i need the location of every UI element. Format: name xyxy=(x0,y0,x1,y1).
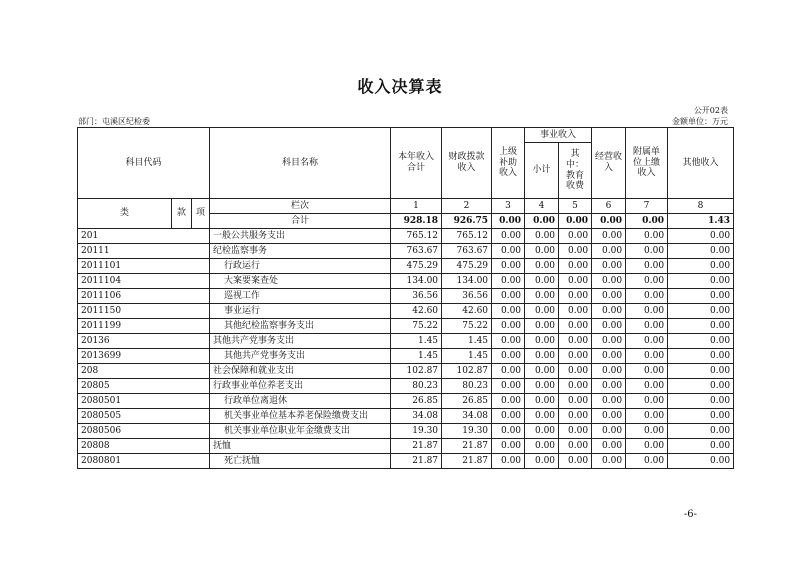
table-row xyxy=(78,394,734,409)
amount-cell: 34.08 xyxy=(442,409,492,424)
amount-cell: 26.85 xyxy=(391,394,442,409)
amount-cell: 42.60 xyxy=(391,304,442,319)
amount-cell: 0.00 xyxy=(525,379,559,394)
subject-code-cell: 20808 xyxy=(78,439,210,454)
amount-cell: 0.00 xyxy=(592,409,626,424)
amount-cell: 0.00 xyxy=(492,349,525,364)
header-lanci: 栏次 xyxy=(210,199,391,214)
subject-code-cell: 2011106 xyxy=(78,289,210,304)
subject-code-cell: 201 xyxy=(78,229,210,244)
amount-cell: 0.00 xyxy=(592,439,626,454)
amount-cell: 0.00 xyxy=(559,364,592,379)
amount-cell: 0.00 xyxy=(525,349,559,364)
subject-name-cell: 死亡抚恤 xyxy=(210,454,391,469)
amount-cell: 0.00 xyxy=(626,289,668,304)
amount-cell: 0.00 xyxy=(492,334,525,349)
subject-name-cell: 其他共产党事务支出 xyxy=(210,334,391,349)
header-business-income: 事业收入 xyxy=(525,128,592,143)
total-value: 0.00 xyxy=(592,214,626,229)
amount-cell: 0.00 xyxy=(559,454,592,469)
amount-cell: 0.00 xyxy=(668,244,734,259)
amount-cell: 102.87 xyxy=(442,364,492,379)
amount-cell: 0.00 xyxy=(492,229,525,244)
amount-cell: 0.00 xyxy=(626,319,668,334)
amount-cell: 0.00 xyxy=(626,334,668,349)
amount-cell: 0.00 xyxy=(492,304,525,319)
table-row xyxy=(78,274,734,289)
amount-cell: 0.00 xyxy=(668,349,734,364)
col-num-3: 3 xyxy=(492,199,525,214)
amount-cell: 0.00 xyxy=(668,304,734,319)
amount-cell: 0.00 xyxy=(592,379,626,394)
amount-cell: 0.00 xyxy=(559,274,592,289)
subject-code-cell: 208 xyxy=(78,364,210,379)
subject-code-cell: 20111 xyxy=(78,244,210,259)
page-title: 收入决算表 xyxy=(357,77,443,96)
amount-cell: 0.00 xyxy=(592,304,626,319)
table-row xyxy=(78,424,734,439)
subject-code-cell: 2011150 xyxy=(78,304,210,319)
amount-cell: 0.00 xyxy=(668,259,734,274)
header-education-fees: 其中：教育收费 xyxy=(559,143,592,199)
amount-cell: 1.45 xyxy=(442,334,492,349)
amount-cell: 0.00 xyxy=(626,274,668,289)
amount-cell: 1.45 xyxy=(391,334,442,349)
amount-cell: 0.00 xyxy=(559,439,592,454)
amount-cell: 0.00 xyxy=(525,364,559,379)
amount-cell: 0.00 xyxy=(525,409,559,424)
table-row xyxy=(78,259,734,274)
amount-cell: 0.00 xyxy=(525,244,559,259)
header-subtotal: 小计 xyxy=(525,143,559,199)
amount-cell: 134.00 xyxy=(391,274,442,289)
subject-name-cell: 抚恤 xyxy=(210,439,391,454)
amount-cell: 19.30 xyxy=(391,424,442,439)
total-value: 0.00 xyxy=(626,214,668,229)
amount-cell: 0.00 xyxy=(525,259,559,274)
table-row xyxy=(78,289,734,304)
amount-cell: 0.00 xyxy=(626,304,668,319)
subject-code-cell: 2011101 xyxy=(78,259,210,274)
amount-cell: 0.00 xyxy=(626,244,668,259)
amount-cell: 102.87 xyxy=(391,364,442,379)
amount-cell: 134.00 xyxy=(442,274,492,289)
total-value: 0.00 xyxy=(525,214,559,229)
amount-cell: 0.00 xyxy=(559,379,592,394)
subject-name-cell: 机关事业单位基本养老保险缴费支出 xyxy=(210,409,391,424)
amount-cell: 80.23 xyxy=(442,379,492,394)
amount-cell: 0.00 xyxy=(559,334,592,349)
subject-code-cell: 20805 xyxy=(78,379,210,394)
header-xiang: 项 xyxy=(192,199,210,229)
amount-cell: 36.56 xyxy=(442,289,492,304)
amount-cell: 0.00 xyxy=(668,289,734,304)
amount-cell: 0.00 xyxy=(626,349,668,364)
amount-cell: 0.00 xyxy=(525,319,559,334)
subject-name-cell: 一般公共服务支出 xyxy=(210,229,391,244)
col-num-2: 2 xyxy=(442,199,492,214)
amount-cell: 0.00 xyxy=(626,439,668,454)
subject-name-cell: 巡视工作 xyxy=(210,289,391,304)
income-final-accounts-table xyxy=(77,127,734,469)
amount-cell: 21.87 xyxy=(391,454,442,469)
subject-name-cell: 社会保障和就业支出 xyxy=(210,364,391,379)
amount-cell: 0.00 xyxy=(626,409,668,424)
amount-cell: 0.00 xyxy=(559,229,592,244)
amount-cell: 0.00 xyxy=(668,394,734,409)
subject-name-cell: 行政运行 xyxy=(210,259,391,274)
amount-cell: 0.00 xyxy=(492,424,525,439)
amount-cell: 0.00 xyxy=(525,424,559,439)
subject-code-cell: 2080505 xyxy=(78,409,210,424)
amount-cell: 36.56 xyxy=(391,289,442,304)
subject-code-cell: 2011199 xyxy=(78,319,210,334)
subject-name-cell: 大案要案查处 xyxy=(210,274,391,289)
subject-code-cell: 2011104 xyxy=(78,274,210,289)
table-row xyxy=(78,349,734,364)
subject-code-cell: 2080506 xyxy=(78,424,210,439)
amount-cell: 0.00 xyxy=(525,334,559,349)
amount-cell: 26.85 xyxy=(442,394,492,409)
header-affiliated-unit-income: 附属单位上缴收入 xyxy=(626,128,668,199)
header-subject-name: 科目名称 xyxy=(210,128,391,199)
amount-cell: 0.00 xyxy=(592,424,626,439)
amount-cell: 0.00 xyxy=(592,364,626,379)
amount-cell: 0.00 xyxy=(525,439,559,454)
department-label: 部门：屯溪区纪检委 xyxy=(78,117,150,126)
table-row xyxy=(78,454,734,469)
amount-cell: 0.00 xyxy=(668,229,734,244)
amount-cell: 80.23 xyxy=(391,379,442,394)
amount-cell: 0.00 xyxy=(492,439,525,454)
amount-cell: 34.08 xyxy=(391,409,442,424)
table-row xyxy=(78,244,734,259)
amount-cell: 475.29 xyxy=(391,259,442,274)
amount-cell: 21.87 xyxy=(391,439,442,454)
amount-cell: 0.00 xyxy=(668,319,734,334)
subject-code-cell: 2013699 xyxy=(78,349,210,364)
amount-cell: 0.00 xyxy=(559,409,592,424)
table-row xyxy=(78,334,734,349)
subject-name-cell: 纪检监察事务 xyxy=(210,244,391,259)
amount-cell: 0.00 xyxy=(492,289,525,304)
amount-cell: 0.00 xyxy=(626,364,668,379)
amount-cell: 0.00 xyxy=(492,379,525,394)
header-other-income: 其他收入 xyxy=(668,128,734,199)
table-row xyxy=(78,409,734,424)
amount-cell: 0.00 xyxy=(592,259,626,274)
amount-cell: 0.00 xyxy=(668,364,734,379)
table-row xyxy=(78,319,734,334)
subject-name-cell: 行政单位离退休 xyxy=(210,394,391,409)
header-lei: 类 xyxy=(78,199,172,229)
table-row xyxy=(78,304,734,319)
amount-cell: 19.30 xyxy=(442,424,492,439)
subject-name-cell: 行政事业单位养老支出 xyxy=(210,379,391,394)
total-value: 0.00 xyxy=(492,214,525,229)
header-kuan: 款 xyxy=(172,199,192,229)
amount-cell: 0.00 xyxy=(626,394,668,409)
amount-cell: 0.00 xyxy=(559,244,592,259)
amount-cell: 0.00 xyxy=(525,304,559,319)
amount-cell: 21.87 xyxy=(442,454,492,469)
subject-name-cell: 机关事业单位职业年金缴费支出 xyxy=(210,424,391,439)
subject-code-cell: 2080801 xyxy=(78,454,210,469)
col-num-4: 4 xyxy=(525,199,559,214)
amount-cell: 0.00 xyxy=(626,379,668,394)
amount-cell: 0.00 xyxy=(492,259,525,274)
header-superior-subsidy: 上级补助收入 xyxy=(492,128,525,199)
amount-cell: 0.00 xyxy=(592,229,626,244)
amount-cell: 0.00 xyxy=(525,289,559,304)
amount-cell: 765.12 xyxy=(391,229,442,244)
amount-cell: 0.00 xyxy=(592,289,626,304)
amount-cell: 0.00 xyxy=(592,349,626,364)
amount-cell: 0.00 xyxy=(668,454,734,469)
amount-cell: 0.00 xyxy=(559,349,592,364)
header-operating-income: 经营收入 xyxy=(592,128,626,199)
amount-cell: 0.00 xyxy=(559,394,592,409)
page-number: -6- xyxy=(683,509,697,520)
amount-cell: 75.22 xyxy=(391,319,442,334)
amount-cell: 1.45 xyxy=(391,349,442,364)
amount-cell: 0.00 xyxy=(492,244,525,259)
amount-cell: 0.00 xyxy=(492,274,525,289)
subject-name-cell: 其他纪检监察事务支出 xyxy=(210,319,391,334)
total-label: 合计 xyxy=(210,214,391,229)
amount-cell: 0.00 xyxy=(559,259,592,274)
col-num-8: 8 xyxy=(668,199,734,214)
amount-cell: 0.00 xyxy=(559,424,592,439)
subject-code-cell: 20136 xyxy=(78,334,210,349)
table-row xyxy=(78,229,734,244)
header-total-income: 本年收入合计 xyxy=(391,128,442,199)
subject-name-cell: 事业运行 xyxy=(210,304,391,319)
amount-cell: 0.00 xyxy=(668,409,734,424)
total-value: 928.18 xyxy=(391,214,442,229)
col-num-1: 1 xyxy=(391,199,442,214)
amount-cell: 0.00 xyxy=(592,454,626,469)
amount-cell: 0.00 xyxy=(668,334,734,349)
amount-cell: 21.87 xyxy=(442,439,492,454)
amount-unit-label: 金额单位：万元 xyxy=(672,117,728,126)
amount-cell: 0.00 xyxy=(559,304,592,319)
amount-cell: 0.00 xyxy=(626,259,668,274)
amount-cell: 763.67 xyxy=(391,244,442,259)
amount-cell: 42.60 xyxy=(442,304,492,319)
subject-name-cell: 其他共产党事务支出 xyxy=(210,349,391,364)
col-num-6: 6 xyxy=(592,199,626,214)
table-row xyxy=(78,439,734,454)
amount-cell: 1.45 xyxy=(442,349,492,364)
amount-cell: 0.00 xyxy=(668,424,734,439)
amount-cell: 763.67 xyxy=(442,244,492,259)
amount-cell: 0.00 xyxy=(492,394,525,409)
amount-cell: 0.00 xyxy=(492,409,525,424)
table-row xyxy=(78,364,734,379)
amount-cell: 75.22 xyxy=(442,319,492,334)
header-fiscal-appropriation: 财政拨款收入 xyxy=(442,128,492,199)
amount-cell: 0.00 xyxy=(492,364,525,379)
amount-cell: 0.00 xyxy=(492,454,525,469)
amount-cell: 0.00 xyxy=(592,319,626,334)
amount-cell: 0.00 xyxy=(668,439,734,454)
amount-cell: 0.00 xyxy=(626,229,668,244)
amount-cell: 0.00 xyxy=(559,319,592,334)
amount-cell: 0.00 xyxy=(626,424,668,439)
amount-cell: 0.00 xyxy=(592,274,626,289)
amount-cell: 0.00 xyxy=(668,379,734,394)
amount-cell: 0.00 xyxy=(525,229,559,244)
total-value: 0.00 xyxy=(559,214,592,229)
amount-cell: 0.00 xyxy=(559,289,592,304)
amount-cell: 475.29 xyxy=(442,259,492,274)
table-row xyxy=(78,379,734,394)
total-value: 926.75 xyxy=(442,214,492,229)
header-subject-code: 科目代码 xyxy=(78,128,210,199)
subject-code-cell: 2080501 xyxy=(78,394,210,409)
amount-cell: 0.00 xyxy=(525,454,559,469)
amount-cell: 765.12 xyxy=(442,229,492,244)
amount-cell: 0.00 xyxy=(525,274,559,289)
amount-cell: 0.00 xyxy=(668,274,734,289)
form-code: 公开02表 xyxy=(693,106,728,115)
amount-cell: 0.00 xyxy=(592,244,626,259)
col-num-5: 5 xyxy=(559,199,592,214)
amount-cell: 0.00 xyxy=(525,394,559,409)
col-num-7: 7 xyxy=(626,199,668,214)
total-value: 1.43 xyxy=(668,214,734,229)
amount-cell: 0.00 xyxy=(626,454,668,469)
amount-cell: 0.00 xyxy=(492,319,525,334)
amount-cell: 0.00 xyxy=(592,394,626,409)
amount-cell: 0.00 xyxy=(592,334,626,349)
